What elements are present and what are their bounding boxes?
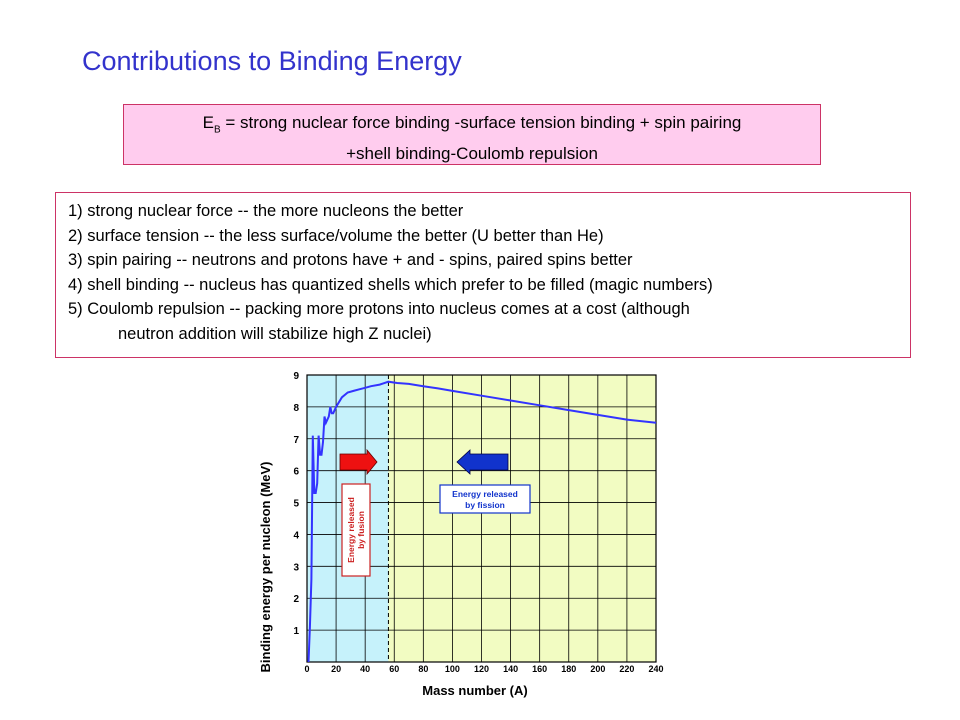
fusion-annotation bbox=[342, 484, 370, 576]
y-tick-label: 4 bbox=[293, 530, 299, 542]
x-tick-label: 220 bbox=[619, 664, 635, 674]
y-tick-label: 8 bbox=[293, 402, 299, 414]
x-tick-label: 0 bbox=[304, 664, 310, 674]
x-tick-label: 100 bbox=[444, 664, 460, 674]
x-tick-label: 60 bbox=[389, 664, 400, 674]
contribution-item: 1) strong nuclear force -- the more nucleons the better bbox=[68, 202, 464, 220]
y-tick-label: 3 bbox=[293, 562, 299, 574]
y-axis-label: Binding energy per nucleon (MeV) bbox=[258, 461, 273, 673]
x-tick-label: 200 bbox=[590, 664, 606, 674]
formula-subscript: B bbox=[213, 124, 221, 136]
fission-annotation-line-2: by fission bbox=[465, 500, 505, 510]
x-tick-label: 240 bbox=[648, 664, 664, 674]
x-tick-label: 20 bbox=[331, 664, 342, 674]
y-tick-label: 9 bbox=[293, 371, 299, 382]
y-tick-label: 5 bbox=[293, 498, 299, 510]
x-tick-label: 140 bbox=[503, 664, 519, 674]
x-tick-label: 160 bbox=[532, 664, 548, 674]
fission-annotation-line-1: Energy released bbox=[452, 489, 518, 499]
contribution-item: 4) shell binding -- nucleus has quantized shells which prefer to be filled (magic numbers) bbox=[68, 275, 713, 294]
x-axis-label: Mass number (A) bbox=[422, 683, 528, 698]
y-tick-label: 2 bbox=[293, 594, 299, 606]
contribution-item: 3) spin pairing -- neutrons and protons have + and - spins, paired spins better bbox=[68, 251, 633, 269]
contribution-item: 2) surface tension -- the less surface/volume the better (U better than He) bbox=[68, 226, 604, 245]
binding-energy-formula bbox=[123, 104, 821, 165]
fusion-annotation-line-2: by fusion bbox=[356, 511, 366, 549]
fission-annotation bbox=[440, 485, 530, 513]
x-tick-labels bbox=[304, 664, 663, 674]
fusion-annotation-line-1: Energy released bbox=[346, 497, 356, 563]
formula-symbol: E bbox=[202, 113, 214, 132]
formula-line-1-text: = strong nuclear force binding -surface tension binding + spin pairing bbox=[220, 113, 742, 132]
page-title: Contributions to Binding Energy bbox=[82, 46, 462, 76]
binding-energy-chart bbox=[250, 362, 680, 707]
formula-line-2: +shell binding-Coulomb repulsion bbox=[346, 144, 598, 164]
y-tick-label: 7 bbox=[293, 434, 299, 446]
x-tick-label: 40 bbox=[360, 664, 371, 674]
x-tick-label: 120 bbox=[473, 664, 490, 674]
contribution-item-continued: neutron addition will stabilize high Z nuclei) bbox=[118, 324, 432, 343]
y-tick-label: 1 bbox=[293, 626, 299, 638]
formula-line-1 bbox=[124, 111, 820, 142]
contribution-item: 5) Coulomb repulsion -- packing more protons into nucleus comes at a cost (although bbox=[68, 300, 690, 318]
y-tick-label: 6 bbox=[293, 466, 299, 478]
x-tick-label: 180 bbox=[561, 664, 577, 674]
contributions-list bbox=[55, 192, 911, 358]
y-tick-labels bbox=[293, 371, 299, 637]
x-tick-label: 80 bbox=[418, 664, 429, 674]
